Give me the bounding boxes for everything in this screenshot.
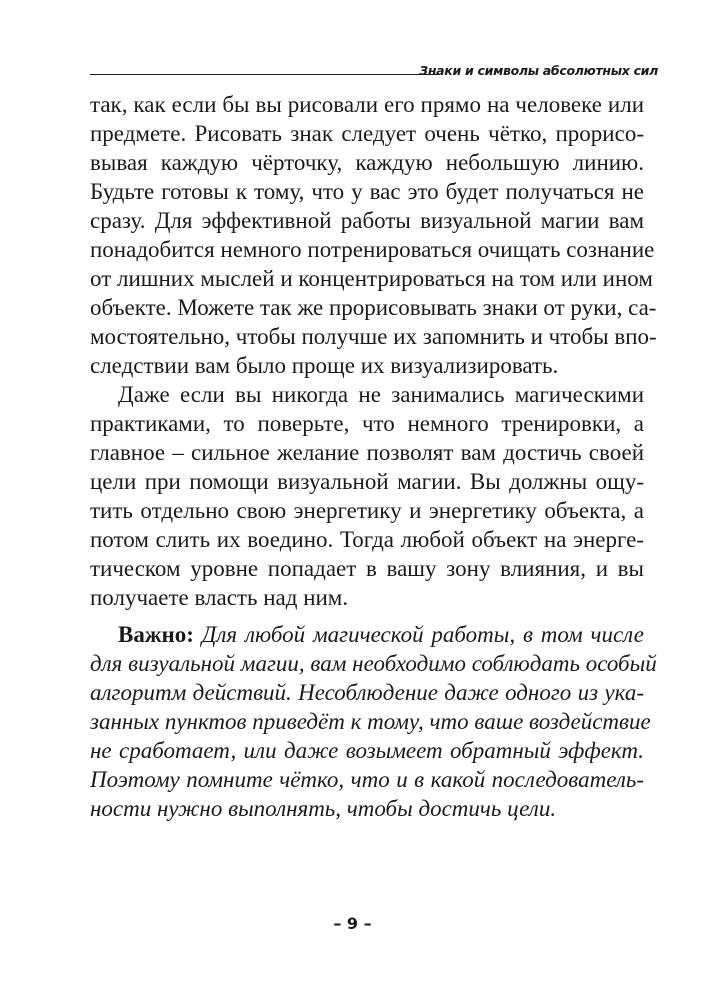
note-line: не сработает, или даже возымеет обратный эффект. [90,738,644,763]
body-text [90,90,657,612]
text-line: получаете власть над ним. [90,585,349,610]
text-line: тить отдельно свою энергетику и энергетику объекта, а [90,498,644,523]
text-line: мостоятельно, чтобы получше их запомнить и чтобы впо- [90,324,657,349]
important-note [90,620,657,823]
paragraph-1 [90,90,657,380]
note-line: занных пунктов приведёт к тому, что ваше воздействие [90,709,651,734]
text-line: главное – сильное желание позволят вам достичь своей [90,440,644,465]
note-line [90,620,644,649]
text-line: так, как если бы вы рисовали его прямо на человеке или [90,92,644,117]
text-line: объекте. Можете так же прорисовывать знаки от руки, са- [90,295,657,320]
text-line: тическом уровне попадает в вашу зону влияния, и вы [90,556,644,581]
text-line: цели при помощи визуальной магии. Вы должны ощу- [90,469,644,494]
note-label: Важно: [118,622,194,647]
text-line: Даже если вы никогда не занимались магическими [118,382,644,407]
text-line: следствии вам было проще их визуализировать. [90,353,559,378]
text-line: понадобится немного потренироваться очищать сознание [90,237,655,262]
note-line: Поэтому помните чётко, что и в какой последователь- [90,767,644,792]
note-line: для визуальной магии, вам необходимо соблюдать особый [90,651,657,676]
text-line: потом слить их воедино. Тогда любой объект на энерге- [90,527,644,552]
paragraph-2 [90,380,644,612]
text-line: предмете. Рисовать знак следует очень чётко, прорисо- [90,121,644,146]
note-line: ности нужно выполнять, чтобы достичь цели. [90,796,557,821]
header-rule [90,74,438,75]
text-line: от лишних мыслей и концентрироваться на том или ином [90,266,653,291]
text-line: практиками, то поверьте, что немного тренировки, а [90,411,644,436]
note-line: алгоритм действий. Несоблюдение даже одного из ука- [90,680,644,705]
text-line: сразу. Для эффективной работы визуальной магии вам [90,208,644,233]
note-line-text: Для любой магической работы, в том числе [193,622,644,647]
text-line: Будьте готовы к тому, что у вас это будет получаться не [90,179,644,204]
running-header [90,62,658,82]
running-title: Знаки и символы абсолютных сил [419,63,658,78]
text-line: вывая каждую чёрточку, каждую небольшую линию. [90,150,644,175]
page-number: – 9 – [333,914,372,933]
